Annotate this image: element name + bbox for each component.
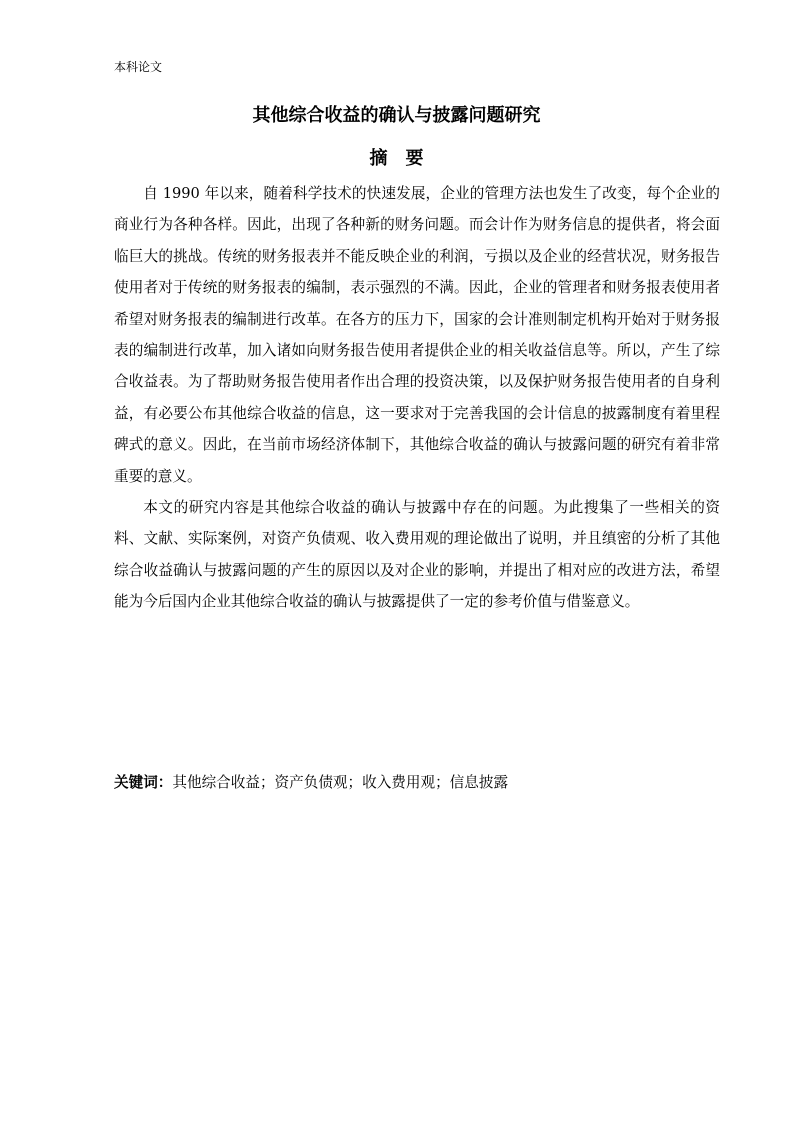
abstract-paragraph-2: 本文的研究内容是其他综合收益的确认与披露中存在的问题。为此搜集了一些相关的资料、文献、实际案例，对资产负债观、收入费用观的理论做出了说明，并且缜密的分析了其他综合收益确认与披露问题的产生的原因以及对企业的影响，并提出了相对应的改进方法，希望能为今后国内企业其他综合收益的确认与披露提供了一定的参考价值与借鉴意义。 <box>114 499 720 611</box>
abstract-body <box>114 178 720 618</box>
page-header-label: 本科论文 <box>114 60 163 74</box>
keywords-label: 关键词： <box>114 774 173 791</box>
document-title: 其他综合收益的确认与披露问题研究 <box>252 105 541 126</box>
keywords-text: 其他综合收益；资产负债观；收入费用观；信息披露 <box>172 774 509 791</box>
abstract-heading: 摘要 <box>369 148 442 169</box>
keywords-line <box>114 771 720 795</box>
abstract-paragraph-1: 自 1990 年以来，随着科学技术的快速发展，企业的管理方法也发生了改变，每个企业的商业行为各种各样。因此，出现了各种新的财务问题。而会计作为财务信息的提供者，将会面临巨大的挑战。传统的财务报表并不能反映企业的利润，亏损以及企业的经营状况，财务报告使用者对于传统的财务报表的编制，表示强烈的不满。因此，企业的管理者和财务报表使用者希望对财务报表的编制进行改革。在各方的压力下，国家的会计准则制定机构开始对于财务报表的编制进行改革，加入诸如向财务报告使用者提供企业的相关收益信息等。所以，产生了综合收益表。为了帮助财务报告使用者作出合理的投资决策，以及保护财务报告使用者的自身利益，有必要公布其他综合收益的信息，这一要求对于完善我国的会计信息的披露制度有着里程碑式的意义。因此，在当前市场经济体制下，其他综合收益的确认与披露问题的研究有着非常重要的意义。 <box>114 185 720 485</box>
